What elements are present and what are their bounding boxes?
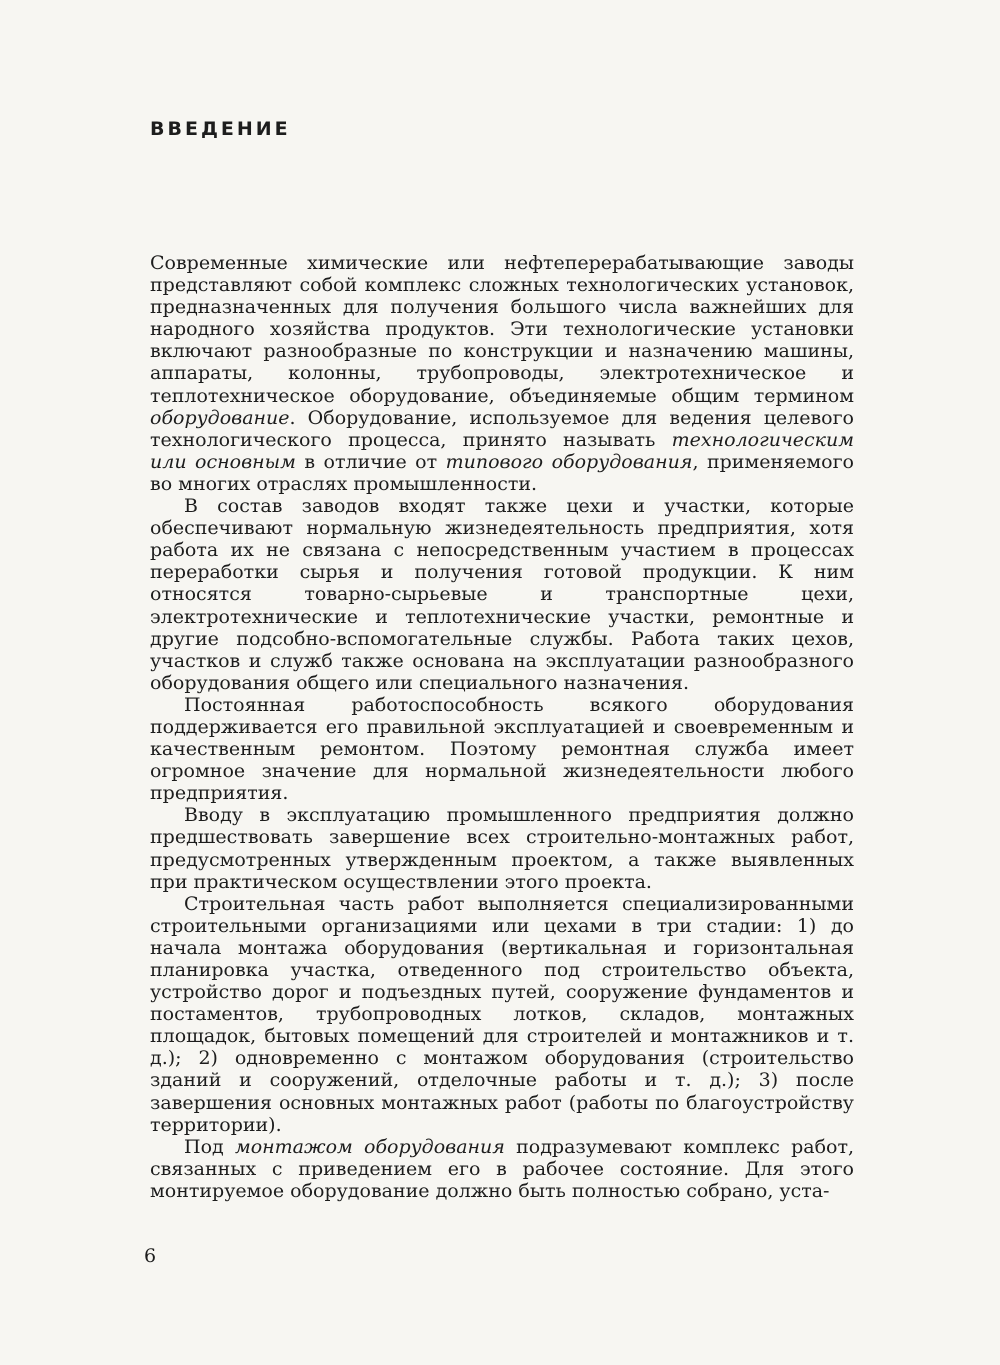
text-run: Современные химические или нефтеперерабатывающие заводы представляют собой комплекс сложных технологических установок, предназначенных для получения большого числа важнейших для народного хозяйства продуктов. Эти технологические установки включают разнообразные по конструкции и назначению машины, аппараты, колонны, трубопроводы, электротехническое и теплотехническое оборудование, объединяемые общим термином <box>150 252 854 407</box>
text-run: Постоянная работоспособность всякого оборудования поддерживается его правильной эксплуатацией и своевременным и качественным ремонтом. Поэтому ремонтная служба имеет огромное значение для нормальной жизнедеятельности любого предприятия. <box>150 693 854 805</box>
text-run: в отличие от <box>295 450 446 473</box>
text-run: Вводу в эксплуатацию промышленного предприятия должно предшествовать завершение всех строительно-монтажных работ, предусмотренных утвержденным проектом, а также выявленных при практическом осуществлении этого проекта. <box>150 804 854 893</box>
paragraph <box>150 252 854 495</box>
paragraph <box>150 893 854 1136</box>
text-run: , применяемого во многих отраслях промышленности. <box>150 450 854 495</box>
body-text <box>150 252 854 1202</box>
italic-term: технологическим или основным <box>150 428 854 473</box>
paragraph <box>150 1136 854 1202</box>
italic-term: типового оборудования <box>445 450 693 473</box>
text-run: Под <box>184 1135 235 1158</box>
text-run: В состав заводов входят также цехи и участки, которые обеспечивают нормальную жизнедеятельность предприятия, хотя работа их не связана с непосредственным участием в процессах переработки сырья и получения готовой продукции. К ним относятся товарно-сырьевые и транспортные цехи, электротехнические и теплотехнические участки, ремонтные и другие подсобно-вспомогательные службы. Работа таких цехов, участков и служб также основана на эксплуатации разнообразного оборудования общего или специального назначения. <box>150 495 854 694</box>
paragraph <box>150 804 854 892</box>
text-run: . Оборудование, используемое для ведения целевого технологического процесса, принято называть <box>150 406 854 451</box>
text-run: Строительная часть работ выполняется специализированными строительными организациями или цехами в три стадии: 1) до начала монтажа оборудования (вертикальная и горизонтальная планировка участка, отведенного под строительство объекта, устройство дорог и подъездных путей, сооружение фундаментов и постаментов, трубопроводных лотков, складов, монтажных площадок, бытовых помещений для строителей и монтажников и т. д.); 2) одновременно с монтажом оборудования (строительство зданий и сооружений, отделочные работы и т. д.); 3) после завершения основных монтажных работ (работы по благоустройству территории). <box>150 892 854 1136</box>
paragraph <box>150 495 854 694</box>
italic-term: оборудование <box>150 406 290 429</box>
page-number: 6 <box>144 1245 157 1267</box>
chapter-heading: ВВЕДЕНИЕ <box>150 118 291 140</box>
italic-term: монтажом оборудования <box>234 1135 505 1158</box>
text-run: подразумевают комплекс работ, связанных с приведением его в рабочее состояние. Для этого монтируемое оборудование должно быть полностью собрано, уста- <box>150 1135 854 1202</box>
paragraph <box>150 694 854 804</box>
